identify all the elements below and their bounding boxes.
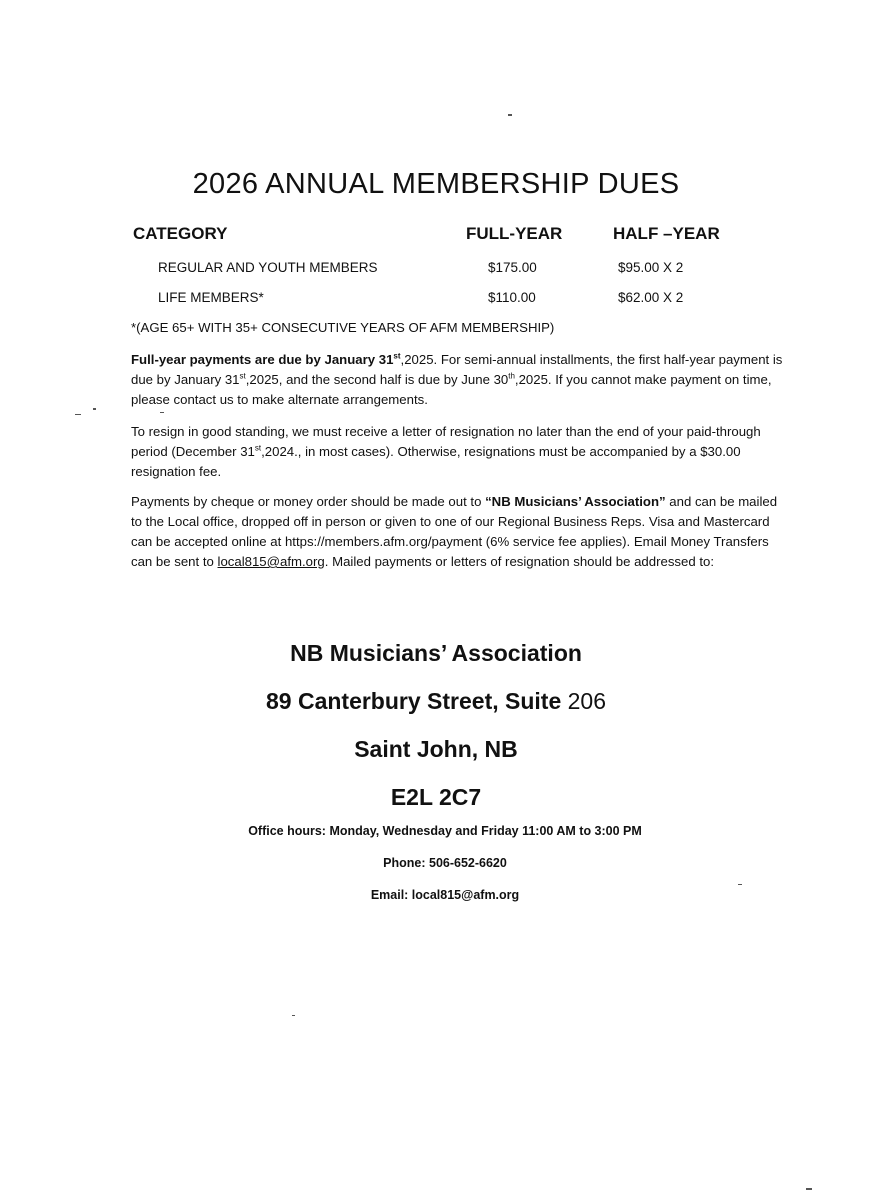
address-suite: 206 <box>567 688 607 714</box>
address-name: NB Musicians’ Association <box>290 640 582 666</box>
paragraph-text: ,2025. If you cannot make payment on time, please contact us to make alternate arrangements. <box>131 372 772 407</box>
row-half-year: $62.00 X 2 <box>618 290 684 305</box>
payment-methods-paragraph <box>131 492 791 572</box>
address-postal: E2L 2C7 <box>390 784 482 810</box>
row-category: LIFE MEMBERS* <box>158 290 264 305</box>
paragraph-text: ,2024., in most cases). Otherwise, resignations must be accompanied by a $30.00 resignation fee. <box>131 444 741 479</box>
header-half-year: HALF –YEAR <box>613 224 720 243</box>
scan-speck <box>738 884 742 885</box>
paragraph-text: . Mailed payments or letters of resignation should be addressed to: <box>324 554 715 569</box>
header-full-year: FULL-YEAR <box>466 224 563 243</box>
due-date-bold: Full-year payments are due by January 31 <box>131 352 394 367</box>
email-address: Email: local815@afm.org <box>370 888 520 902</box>
payee-name: “NB Musicians’ Association” <box>485 494 666 509</box>
page-title: 2026 ANNUAL MEMBERSHIP DUES <box>192 168 680 200</box>
paragraph-text: To resign in good standing, we must receive a letter of resignation no later than the end of your paid-through period (December 31 <box>131 424 761 459</box>
row-full-year: $110.00 <box>488 290 536 305</box>
scan-speck <box>75 414 81 415</box>
ordinal-suffix: st <box>239 371 246 381</box>
address-street <box>0 688 872 715</box>
address-city: Saint John, NB <box>354 736 518 762</box>
ordinal-suffix: th <box>508 371 515 381</box>
scan-speck <box>806 1188 812 1190</box>
ordinal-suffix: st <box>393 351 401 361</box>
life-member-note: *(AGE 65+ WITH 35+ CONSECUTIVE YEARS OF AFM MEMBERSHIP) <box>131 320 555 335</box>
paragraph-text: and can be mailed to the Local office, dropped off in person or given to one of our Regional Business Reps. Visa and Mastercard can be accepted online at https://members.afm.org/payment (6% service fee applies). Email Money Transfers can be sent to <box>131 494 778 569</box>
payment-due-paragraph <box>131 350 791 410</box>
phone-number: Phone: 506-652-6620 <box>383 856 507 870</box>
scan-speck <box>292 1015 295 1016</box>
address-street-text: 89 Canterbury Street, Suite <box>265 688 562 714</box>
email-link[interactable]: local815@afm.org <box>217 554 325 569</box>
paragraph-text: ,2025. For semi-annual installments, the first half-year payment is due by January 31 <box>131 352 783 387</box>
row-category: REGULAR AND YOUTH MEMBERS <box>158 260 378 275</box>
office-hours: Office hours: Monday, Wednesday and Friday 11:00 AM to 3:00 PM <box>248 824 642 838</box>
scan-speck <box>508 114 512 116</box>
scan-speck <box>93 408 96 410</box>
resignation-paragraph <box>131 422 791 482</box>
paragraph-text: Payments by cheque or money order should be made out to <box>131 494 486 509</box>
row-full-year: $175.00 <box>488 260 537 275</box>
scan-speck <box>160 412 164 413</box>
ordinal-suffix: st <box>254 443 262 453</box>
paragraph-text: ,2025, and the second half is due by June 30 <box>245 372 509 387</box>
row-half-year: $95.00 X 2 <box>618 260 684 275</box>
header-category: CATEGORY <box>133 224 228 243</box>
